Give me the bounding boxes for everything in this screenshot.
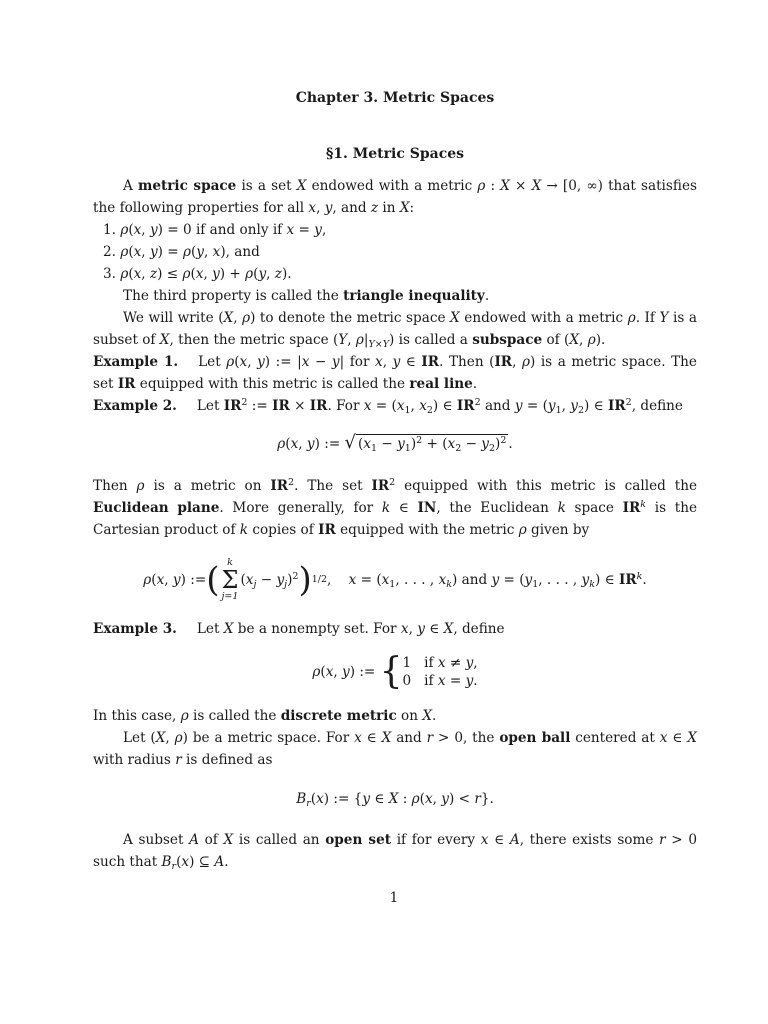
- example-3: Example 3. Let X be a nonempty set. For x, y ∈ X, define: [93, 621, 505, 637]
- equation-euclidean: ρ(x, y) := √ $(x_1 - y_1)^2 + (x_2 - y_2)^2$ .: [277, 432, 513, 454]
- term-metric-space: metric space: [137, 178, 237, 194]
- paragraph-open-set: A subset A of X is called an open set if for every x ∈ A, there exists some r > 0 such that $B_r(x)$ ⊆ A.: [93, 832, 697, 872]
- equation-general-metric: ρ(x, y) := ( k Σ j=1 $(x_j - y_j)^2$ ) 1/2 , $x = (x_1$, . . . , $x_k$) and $y = (y_1$, . . . , $y_k$) ∈ $IR^k$.: [143, 557, 647, 602]
- term-euclidean: Euclidean: [93, 500, 169, 516]
- example-1-label: Example 1.: [93, 354, 179, 370]
- list-item: 3. ρ(x, z) ≤ ρ(x, y) + ρ(y, z).: [103, 266, 292, 282]
- term-open-set: open set: [325, 832, 392, 848]
- paragraph-euclidean: Then ρ is a metric on $IR^2$. The set $IR^2$ equipped with this metric is called the Euclidean plane. More generally, for k ∈ IN, the Euclidean k space $IR^k$ is the Cartesian product of k copies of IR equipped with the metric ρ given by: [93, 477, 697, 538]
- example-2: Example 2. Let $IR^2$ := IR × IR. For $x = (x_1$, $x_2$) ∈ $IR^2$ and $y = (y_1$, $y_2$) ∈ $IR^2$, define: [93, 397, 683, 416]
- page-number: 1: [389, 890, 399, 906]
- list-item: 1. ρ(x, y) = 0 if and only if x = y,: [103, 222, 327, 238]
- paragraph-discrete: In this case, ρ is called the discrete metric on X.: [93, 708, 437, 724]
- example-1: Example 1. Let ρ(x, y) := |x − y| for x, y ∈ IR. Then (IR, ρ) is a metric space. The set IR equipped with this metric is called the real line.: [93, 354, 697, 392]
- term-discrete-metric: discrete metric: [280, 708, 397, 724]
- example-2-label: Example 2.: [93, 398, 177, 414]
- term-real-line: real line: [409, 376, 473, 392]
- term-open-ball: open ball: [499, 730, 571, 746]
- term-plane: plane: [177, 500, 220, 516]
- chapter-title: Chapter 3. Metric Spaces: [295, 90, 495, 106]
- equation-discrete: ρ(x, y) := { 1 if x ≠ y, 0 if x = y.: [312, 651, 478, 692]
- term-triangle-inequality: triangle inequality: [343, 288, 485, 304]
- paragraph-triangle: The third property is called the triangle inequality.: [123, 288, 490, 304]
- paragraph-subspace: We will write (X, ρ) to denote the metric space X endowed with a metric ρ. If Y is a subset of X, then the metric space (Y, $\rho|_{Y\times Y}$) is called a subspace of (X, ρ).: [93, 310, 697, 350]
- equation-open-ball: $B_r(x)$ := {y ∈ X : ρ(x, y) < r}.: [296, 791, 494, 809]
- term-subspace: subspace: [472, 332, 543, 348]
- section-title: §1. Metric Spaces: [325, 146, 465, 162]
- list-item: 2. ρ(x, y) = ρ(y, x), and: [103, 244, 260, 260]
- paragraph-definition: A metric space is a set X endowed with a metric ρ : X × X → [0, ∞) that satisfies the following properties for all x, y, and z in X:: [93, 178, 697, 216]
- paragraph-open-ball: Let (X, ρ) be a metric space. For x ∈ X and r > 0, the open ball centered at x ∈ X with radius r is defined as: [93, 730, 697, 768]
- example-3-label: Example 3.: [93, 621, 177, 637]
